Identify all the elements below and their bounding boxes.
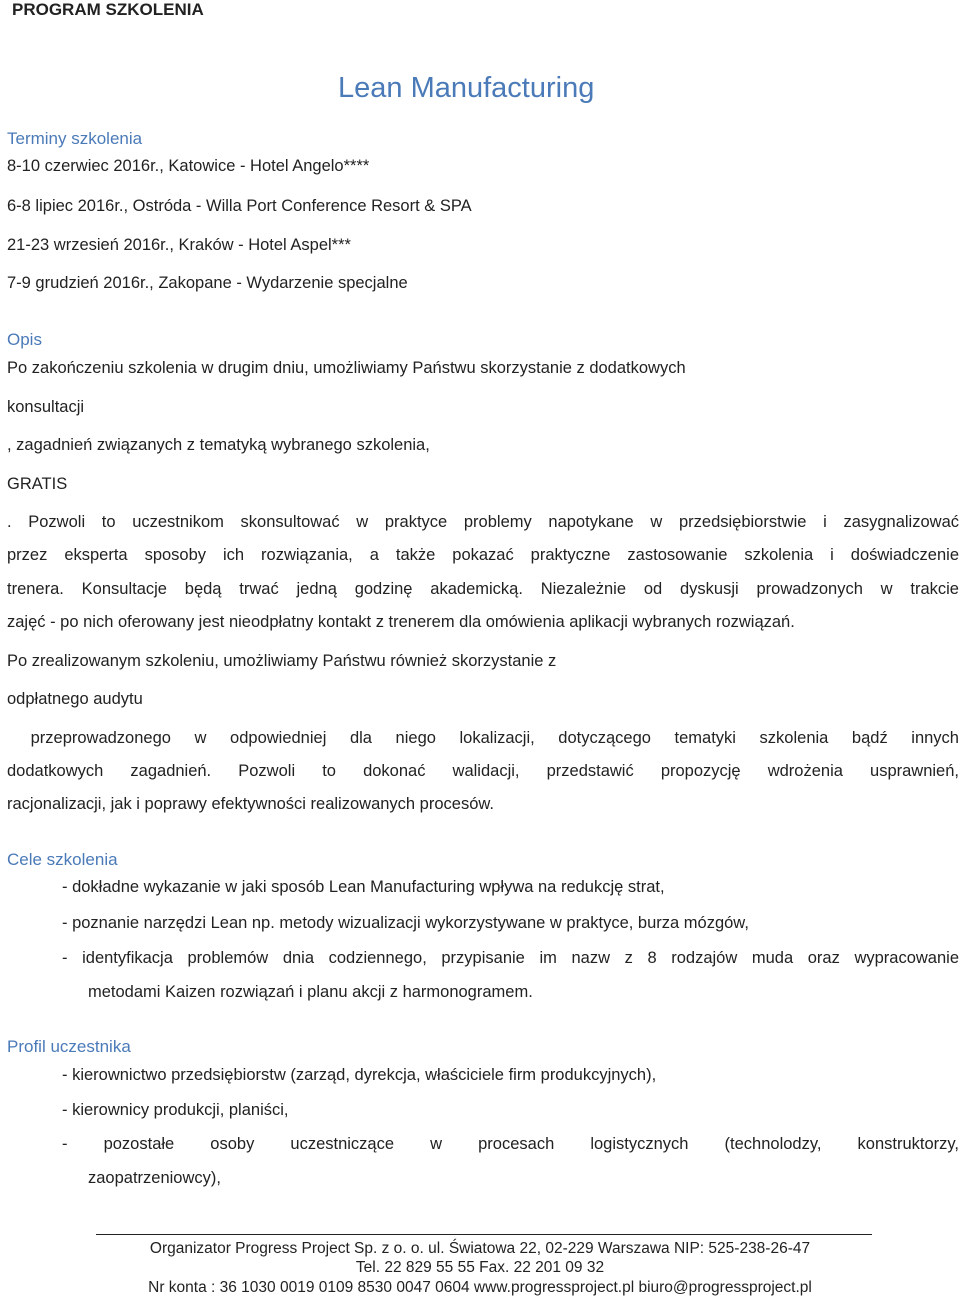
description-paragraph-line: zajęć - po nich oferowany jest nieodpłatny kontakt z trenerem dla omówienia aplikacji wybranych rozwiązań. <box>7 613 795 631</box>
description-line: konsultacji <box>7 398 85 416</box>
profile-item: - kierownictwo przedsiębiorstw (zarząd, dyrekcja, właściciele firm produkcyjnych), <box>62 1066 657 1084</box>
description-paragraph-line: przez eksperta sposoby ich rozwiązania, a także pokazać praktyczne zastosowanie szkolenia i doświadczenie <box>7 546 959 564</box>
term-item: 6-8 lipiec 2016r., Ostróda - Willa Port Conference Resort & SPA <box>7 197 472 215</box>
goal-item: - poznanie narzędzi Lean np. metody wizualizacji wykorzystywane w praktyce, burza mózgów, <box>62 914 749 932</box>
profile-heading: Profil uczestnika <box>7 1037 131 1056</box>
term-item: 7-9 grudzień 2016r., Zakopane - Wydarzenie specjalne <box>7 274 408 292</box>
description-line: Po zrealizowanym szkoleniu, umożliwiamy Państwu również skorzystanie z <box>7 652 557 670</box>
description-heading: Opis <box>7 330 42 349</box>
footer-divider <box>96 1234 872 1235</box>
goals-heading: Cele szkolenia <box>7 850 118 869</box>
profile-item-continuation: zaopatrzeniowcy), <box>88 1169 221 1187</box>
terms-heading: Terminy szkolenia <box>7 129 143 148</box>
description-paragraph-line: racjonalizacji, jak i poprawy efektywności realizowanych procesów. <box>7 795 494 813</box>
description-line: Po zakończeniu szkolenia w drugim dniu, umożliwiamy Państwu skorzystanie z dodatkowych <box>7 359 686 377</box>
footer-account: Nr konta : 36 1030 0019 0109 8530 0047 0604 www.progressproject.pl biuro@progressproject.pl <box>148 1279 812 1296</box>
goal-item: - dokładne wykazanie w jaki sposób Lean Manufacturing wpływa na redukcję strat, <box>62 878 665 896</box>
goal-item-continuation: metodami Kaizen rozwiązań i planu akcji z harmonogramem. <box>88 983 533 1001</box>
term-item: 21-23 wrzesień 2016r., Kraków - Hotel Aspel*** <box>7 236 351 254</box>
description-paragraph-line: . Pozwoli to uczestnikom skonsultować w praktyce problemy napotykane w przedsiębiorstwie i zasygnalizować <box>7 513 959 531</box>
description-line: , zagadnień związanych z tematyką wybranego szkolenia, <box>7 436 430 454</box>
description-line: odpłatnego audytu <box>7 690 143 708</box>
description-paragraph-line: dodatkowych zagadnień. Pozwoli to dokonać walidacji, przedstawić propozycję wdrożenia usprawnień, <box>7 762 959 780</box>
profile-item: - kierownicy produkcji, planiści, <box>62 1101 289 1119</box>
footer-organizer: Organizator Progress Project Sp. z o. o. ul. Światowa 22, 02-229 Warszawa NIP: 525-238-26-47 <box>149 1240 811 1257</box>
profile-item: - pozostałe osoby uczestniczące w procesach logistycznych (technolodzy, konstruktorzy, <box>62 1135 959 1153</box>
footer-phone: Tel. 22 829 55 55 Fax. 22 201 09 32 <box>355 1259 605 1276</box>
description-line: GRATIS <box>7 475 68 493</box>
description-paragraph-line: przeprowadzonego w odpowiedniej dla niego lokalizacji, dotyczącego tematyki szkolenia bądź innych <box>7 729 959 747</box>
program-label: PROGRAM SZKOLENIA <box>12 0 204 19</box>
page-title: Lean Manufacturing <box>338 72 595 104</box>
term-item: 8-10 czerwiec 2016r., Katowice - Hotel Angelo**** <box>7 157 370 175</box>
description-paragraph-line: trenera. Konsultacje będą trwać jedną godzinę akademicką. Niezależnie od dyskusji prowadzonych w trakcie <box>7 580 959 598</box>
goal-item: - identyfikacja problemów dnia codziennego, przypisanie im nazw z 8 rodzajów muda oraz wypracowanie <box>62 949 959 967</box>
